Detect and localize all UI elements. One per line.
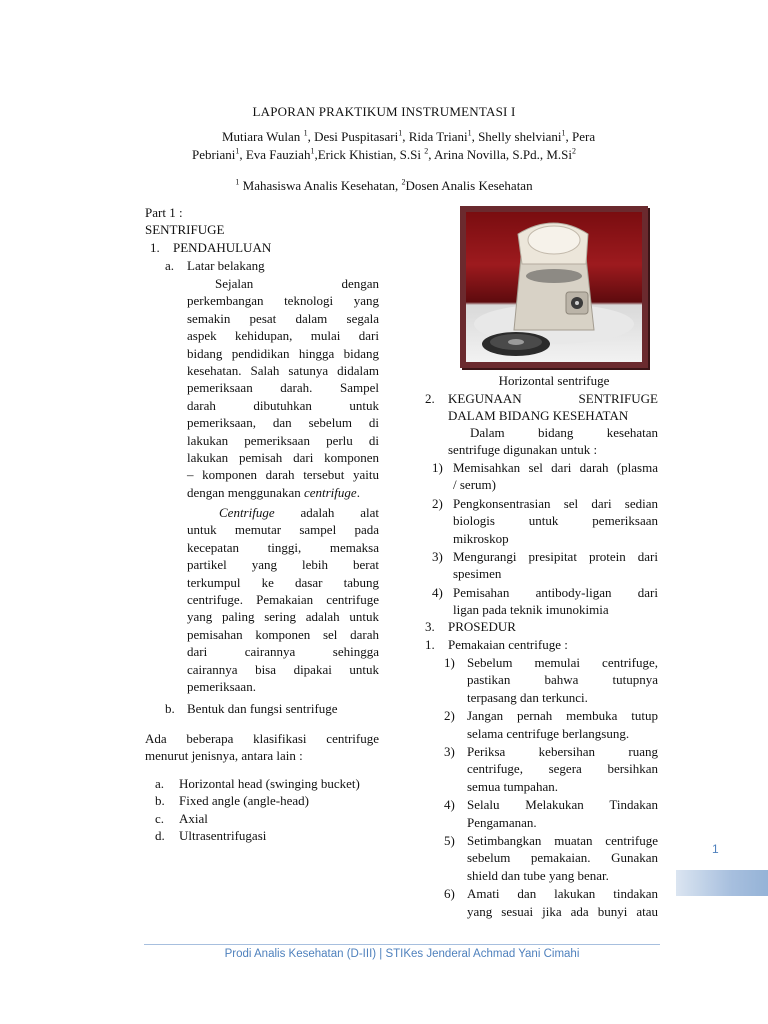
heading-prosedur: PROSEDUR [448, 619, 516, 634]
sub-b-title: Bentuk dan fungsi sentrifuge [187, 701, 338, 716]
sub-a-mark: a. [165, 258, 175, 273]
sub-a-title: Latar belakang [187, 258, 265, 273]
prosedur-steps [444, 654, 658, 920]
page-number: 1 [712, 842, 719, 856]
list-item: 3) Periksa kebersihan ruang centrifuge, segera bersihkan semua tumpahan. [444, 744, 658, 794]
prosedur-1-title: Pemakaian centrifuge : [448, 637, 568, 652]
list-item: b. Fixed angle (angle-head) [155, 793, 309, 809]
list-item: 3) Mengurangi presipitat protein dari spesimen [432, 549, 658, 582]
list-item: a. Horizontal head (swinging bucket) [155, 776, 360, 791]
part-label: Part 1 : [145, 205, 183, 220]
footer-text: Prodi Analis Kesehatan (D-III) | STIKes Jenderal Achmad Yani Cimahi [224, 948, 580, 960]
prosedur-1-number: 1. [425, 637, 435, 652]
list-item: 2) Jangan pernah membuka tutup selama centrifuge berlangsung. [444, 708, 658, 741]
list-item: 5) Setimbangkan muatan centrifuge sebelum pemakaian. Gunakan shield dan tube yang benar. [444, 833, 658, 883]
klasifikasi-intro: Ada beberapa klasifikasi centrifuge menurut jenisnya, antara lain : [145, 731, 379, 764]
list-item: 4) Pemisahan antibody-ligan dari ligan pada teknik imunokimia [432, 584, 658, 618]
document-title: LAPORAN PRAKTIKUM INSTRUMENTASI I [252, 104, 516, 119]
paragraph-latar-belakang: Sejalan dengan perkembangan teknologi yang semakin pesat dalam segala aspek kehidupan, mulai dari bidang pendidikan hingga bidang kesehatan. Salah satunya didalam pemeriksaan darah. Sampel darah dibutuhkan untuk pemeriksaan, dan sebelum di lakukan pemeriksaan perlu di lakukan pemisah dari komponen – komponen darah tersebut yaitu dengan menggunakan centrifuge. [187, 276, 379, 500]
list-item: d. Ultrasentrifugasi [155, 828, 267, 844]
figure-caption: Horizontal sentrifuge [498, 373, 610, 388]
heading-3-number: 3. [425, 619, 435, 634]
page-number-tab [676, 870, 768, 896]
heading-pendahuluan: PENDAHULUAN [173, 240, 272, 255]
heading-1-number: 1. [150, 240, 160, 255]
centrifuge-illustration [466, 212, 642, 362]
list-item: 4) Selalu Melakukan Tindakan Pengamanan. [444, 797, 658, 830]
kegunaan-list [432, 459, 658, 619]
list-item: 6) Amati dan lakukan tindakan yang sesuai jika ada bunyi atau [444, 886, 658, 919]
section-title: SENTRIFUGE [145, 222, 225, 237]
list-item: 1) Memisahkan sel dari darah (plasma / serum) [432, 460, 658, 493]
klasifikasi-list [155, 775, 395, 845]
kegunaan-intro: Dalam bidang kesehatan sentrifuge digunakan untuk : [448, 425, 658, 458]
footer-divider [144, 944, 660, 945]
affiliation-line: $^1$ Mahasiswa Analis Kesehatan, $^2$Dosen Analis Kesehatan [235, 177, 533, 193]
heading-kegunaan: KEGUNAAN SENTRIFUGE DALAM BIDANG KESEHATAN [448, 391, 658, 424]
list-item: c. Axial [155, 810, 208, 826]
authors-line-2: Pebriani$^1$, Eva Fauziah$^1$,Erick Khistian, S.Si $^2$, Arina Novilla, S.Pd., M.Si$^2$ [192, 146, 576, 162]
paragraph-centrifuge-definition: Centrifuge adalah alat untuk memutar sampel pada kecepatan tinggi, memaksa partikel yang lebih berat terkumpul ke dasar tabung centrifuge. Pemakaian centrifuge yang paling sering adalah untuk pemisahan komponen sel darah dari cairannya sehingga cairannya bisa dipakai untuk pemeriksaan. [187, 505, 379, 695]
list-item: 1) Sebelum memulai centrifuge, pastikan bahwa tutupnya terpasang dan terkunci. [444, 655, 658, 705]
centrifuge-photo [460, 206, 648, 368]
authors-line-1: Mutiara Wulan $^1$, Desi Puspitasari$^1$, Rida Triani$^1$, Shelly shelviani$^1$, Pera [222, 128, 596, 144]
heading-2-number: 2. [425, 391, 435, 406]
sub-b-mark: b. [165, 701, 175, 716]
list-item: 2) Pengkonsentrasian sel dari sedian biologis untuk pemeriksaan mikroskop [432, 495, 658, 546]
